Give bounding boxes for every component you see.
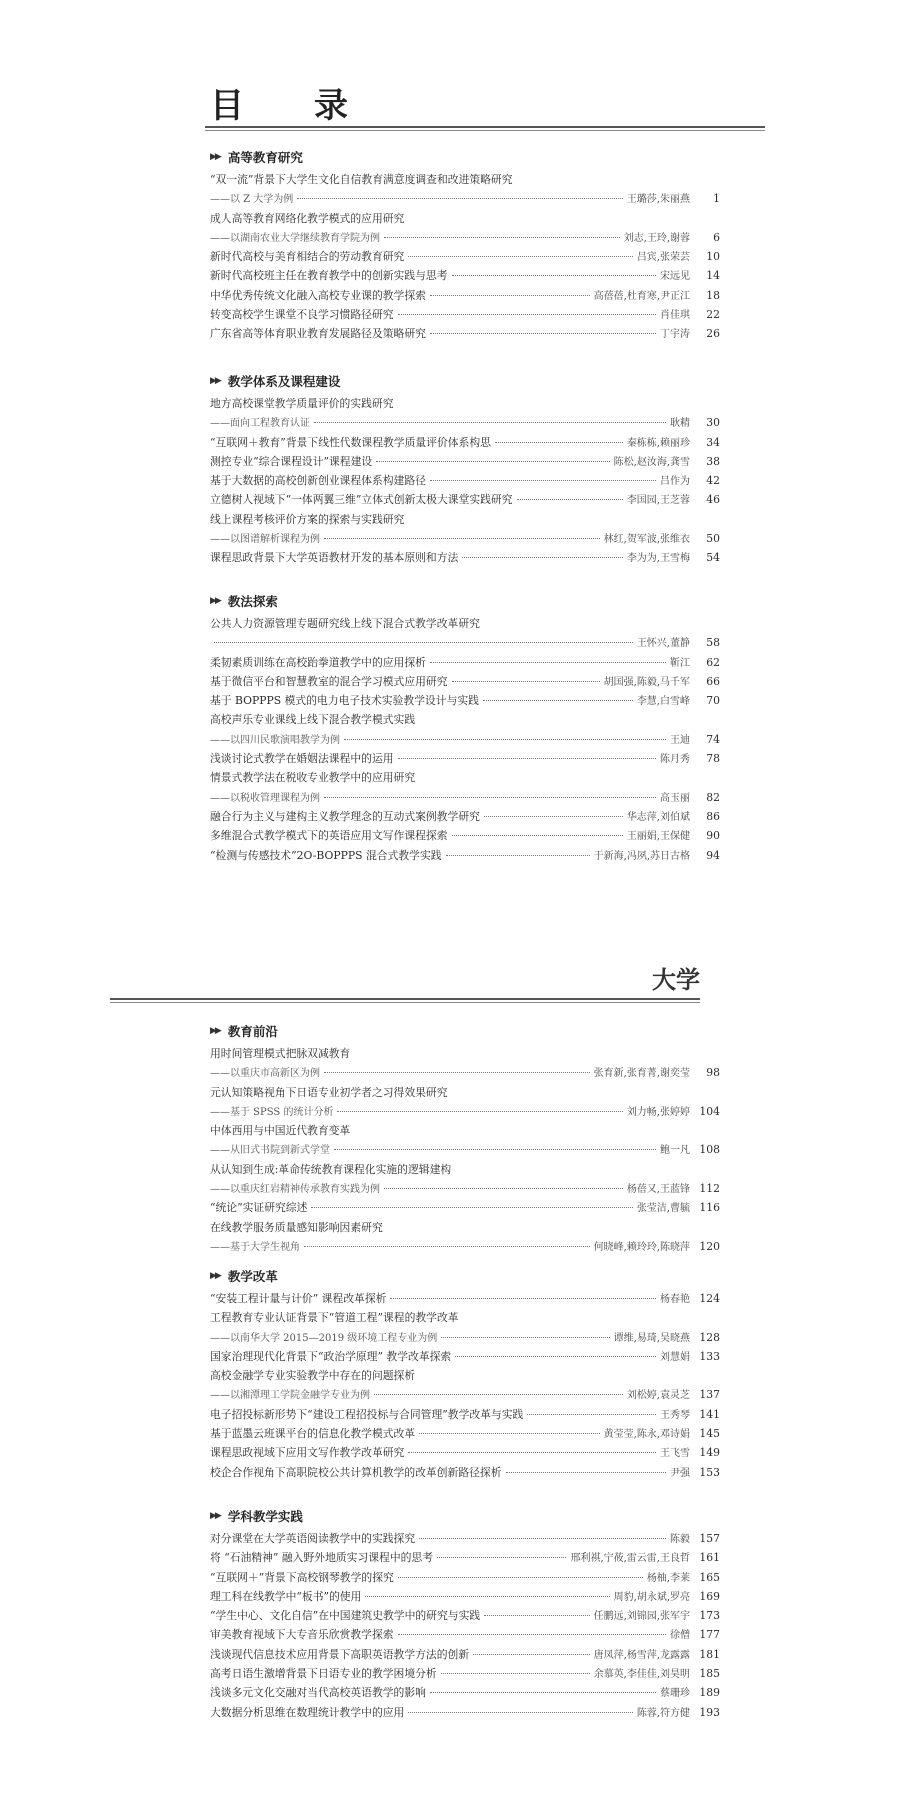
entry-author: 杨柚,李莱 bbox=[646, 1572, 690, 1584]
entry-author: 华志萍,刘伯斌 bbox=[626, 811, 690, 823]
entry-author: 蔡珊珍 bbox=[660, 1688, 690, 1700]
toc-entry[interactable] bbox=[210, 1529, 720, 1548]
leader-dots bbox=[419, 1538, 666, 1539]
leader-dots bbox=[430, 480, 656, 481]
entry-page-number: 50 bbox=[706, 532, 720, 546]
entry-author: 刘松婷,袁灵芝 bbox=[626, 1390, 690, 1402]
entry-title: 在线教学服务质量感知影响因素研究 bbox=[210, 1220, 383, 1234]
entry-title: 基于大数据的高校创新创业课程体系构建路径 bbox=[210, 474, 426, 488]
entry-page-number: 86 bbox=[706, 809, 720, 823]
section-curriculum bbox=[210, 370, 720, 568]
leader-dots bbox=[452, 681, 600, 682]
leader-dots bbox=[473, 1654, 590, 1655]
entry-page-number: 185 bbox=[699, 1667, 720, 1681]
toc-entry[interactable] bbox=[210, 1664, 720, 1683]
entry-page-number: 145 bbox=[699, 1427, 720, 1441]
entry-page-number: 58 bbox=[706, 636, 720, 650]
toc-entry[interactable] bbox=[210, 1179, 720, 1198]
section-heading bbox=[210, 1265, 720, 1287]
entry-author: 耿精 bbox=[670, 418, 690, 430]
leader-dots bbox=[398, 314, 656, 315]
toc-entry[interactable] bbox=[210, 1083, 720, 1102]
entry-author: 王璐莎,朱丽燕 bbox=[626, 194, 690, 206]
title-rule-thin bbox=[205, 130, 765, 131]
entry-page-number: 34 bbox=[706, 435, 720, 449]
section-heading-text: 学科教学实践 bbox=[227, 1509, 303, 1524]
leader-dots bbox=[408, 1712, 632, 1713]
title-rule bbox=[205, 126, 765, 128]
toc-entry[interactable] bbox=[210, 1645, 720, 1664]
toc-entry[interactable] bbox=[210, 1102, 720, 1121]
toc-entry[interactable] bbox=[210, 691, 720, 710]
toc-entry[interactable] bbox=[210, 1606, 720, 1625]
entry-page-number: 90 bbox=[706, 829, 720, 843]
toc-entry[interactable] bbox=[210, 730, 720, 749]
entry-author: 尹强 bbox=[670, 1467, 690, 1479]
leader-dots bbox=[408, 1452, 656, 1453]
leader-dots bbox=[214, 642, 633, 643]
entry-page-number: 22 bbox=[706, 308, 720, 322]
toc-entry[interactable] bbox=[210, 266, 720, 285]
leader-dots bbox=[430, 333, 656, 334]
entry-author: 黄莹莹,陈永,邓诗娟 bbox=[603, 1429, 690, 1441]
entry-title: 柔韧素质训练在高校跆拳道教学中的应用探析 bbox=[210, 655, 426, 669]
entry-page-number: 18 bbox=[706, 288, 720, 302]
toc-entry[interactable] bbox=[210, 1625, 720, 1644]
entry-author: 任鹏远,刘锦园,张军宇 bbox=[593, 1611, 690, 1623]
part-rule bbox=[110, 998, 700, 1000]
entry-title: “学生中心、文化自信”在中国建筑史教学中的研究与实践 bbox=[210, 1609, 481, 1623]
toc-entry[interactable] bbox=[210, 1237, 720, 1256]
entry-author: 谭维,易琦,吴晓燕 bbox=[613, 1332, 690, 1344]
entry-page-number: 94 bbox=[706, 848, 720, 862]
toc-entry[interactable] bbox=[210, 490, 720, 509]
entry-page-number: 173 bbox=[699, 1609, 720, 1623]
entry-title: 浅谈多元文化交融对当代高校英语教学的影响 bbox=[210, 1686, 426, 1700]
entry-title: 高考日语生激增背景下日语专业的教学困境分析 bbox=[210, 1667, 437, 1681]
entry-title: “互联网＋”背景下高校钢琴教学的探究 bbox=[210, 1570, 394, 1584]
leader-dots bbox=[452, 835, 623, 836]
entry-author: 陈月秀 bbox=[660, 754, 690, 766]
leader-dots bbox=[398, 1634, 666, 1635]
entry-subtitle: ——以图谱解析课程为例 bbox=[210, 534, 320, 546]
entry-subtitle: ——以税收管理课程为例 bbox=[210, 792, 320, 804]
entry-title: 情景式教学法在税收专业教学中的应用研究 bbox=[210, 771, 416, 785]
leader-dots bbox=[455, 1356, 656, 1357]
entry-author: 高玉丽 bbox=[660, 792, 690, 804]
leader-dots bbox=[334, 1149, 656, 1150]
entry-title: 新时代高校与美育相结合的劳动教育研究 bbox=[210, 250, 405, 264]
toc-entry[interactable] bbox=[210, 1198, 720, 1217]
toc-entry[interactable] bbox=[210, 1424, 720, 1443]
toc-entry[interactable] bbox=[210, 1443, 720, 1462]
leader-dots bbox=[495, 442, 623, 443]
entry-author: 邢利祺,宁莜,雷云雷,王良哲 bbox=[570, 1553, 690, 1565]
entry-subtitle: ——基于 SPSS 的统计分析 bbox=[210, 1106, 334, 1118]
double-arrow-icon: ▶▶ bbox=[210, 1271, 220, 1281]
leader-dots bbox=[374, 1394, 623, 1395]
leader-dots bbox=[484, 1615, 589, 1616]
entry-subtitle: ——基于大学生视角 bbox=[210, 1241, 300, 1253]
toc-entry[interactable] bbox=[210, 510, 720, 529]
entry-title: 从认知到生成:革命传统教育课程化实施的逻辑建构 bbox=[210, 1162, 452, 1176]
leader-dots bbox=[437, 1557, 566, 1558]
section-heading-text: 高等教育研究 bbox=[227, 150, 303, 165]
entry-page-number: 82 bbox=[706, 790, 720, 804]
entry-title: 线上课程考核评价方案的探索与实践研究 bbox=[210, 512, 405, 526]
toc-entry[interactable] bbox=[210, 788, 720, 807]
entry-page-number: 181 bbox=[699, 1647, 720, 1661]
leader-dots bbox=[484, 816, 623, 817]
toc-entry[interactable] bbox=[210, 1683, 720, 1702]
toc-entry[interactable] bbox=[210, 247, 720, 266]
entry-page-number: 14 bbox=[706, 269, 720, 283]
section-education-frontier bbox=[210, 1020, 720, 1256]
entry-title: 审美教育视域下大专音乐欣赏教学探索 bbox=[210, 1628, 394, 1642]
entry-subtitle: ——从旧式书院到新式学堂 bbox=[210, 1145, 330, 1157]
toc-entry[interactable] bbox=[210, 768, 720, 787]
entry-author: 李国园,王芝蓉 bbox=[626, 495, 690, 507]
toc-entry[interactable] bbox=[210, 305, 720, 324]
entry-author: 何晓峰,赖玲玲,陈晓萍 bbox=[593, 1241, 690, 1253]
leader-dots bbox=[430, 295, 590, 296]
entry-title: “检测与传感技术”2O-BOPPPS 混合式教学实践 bbox=[210, 848, 442, 862]
entry-title: 转变高校学生课堂不良学习惯路径研究 bbox=[210, 308, 394, 322]
entry-author: 林红,贺军波,张维衣 bbox=[603, 534, 690, 546]
entry-page-number: 38 bbox=[706, 454, 720, 468]
toc-entry[interactable] bbox=[210, 433, 720, 452]
leader-dots bbox=[324, 797, 656, 798]
entry-title: 多维混合式教学模式下的英语应用文写作课程探索 bbox=[210, 829, 448, 843]
toc-entry[interactable] bbox=[210, 394, 720, 413]
entry-author: 肖佳琪 bbox=[660, 310, 690, 322]
leader-dots bbox=[517, 499, 623, 500]
entry-title: “双一流”背景下大学生文化自信教育满意度调查和改进策略研究 bbox=[210, 173, 513, 186]
entry-page-number: 157 bbox=[699, 1532, 720, 1545]
entry-subtitle: ——面向工程教育认证 bbox=[210, 418, 310, 430]
entry-page-number: 10 bbox=[706, 250, 720, 264]
entry-author: 陈毅 bbox=[670, 1534, 690, 1545]
entry-page-number: 116 bbox=[699, 1201, 720, 1215]
entry-author: 高蓓蓓,杜育寒,尹正江 bbox=[593, 290, 690, 302]
entry-author: 周豹,胡永斌,罗亮 bbox=[613, 1591, 690, 1603]
section-heading bbox=[210, 1020, 720, 1042]
entry-author: 王飞雪 bbox=[660, 1448, 690, 1460]
entry-author: 丁宇涛 bbox=[660, 329, 690, 341]
section-heading-text: 教学体系及课程建设 bbox=[227, 374, 341, 389]
section-heading-text: 教法探索 bbox=[227, 594, 278, 609]
leader-dots bbox=[527, 1414, 656, 1415]
entry-page-number: 78 bbox=[706, 752, 720, 766]
entry-title: 用时间管理模式把脉双减教育 bbox=[210, 1047, 351, 1060]
leader-dots bbox=[446, 855, 590, 856]
toc-entry[interactable] bbox=[210, 452, 720, 471]
entry-title: “安装工程计量与计价” 课程改革探析 bbox=[210, 1292, 387, 1305]
entry-author: 刘志,王玲,谢蓉 bbox=[623, 232, 690, 244]
toc-entry[interactable] bbox=[210, 1366, 720, 1385]
entry-page-number: 137 bbox=[699, 1388, 720, 1402]
toc-entry[interactable] bbox=[210, 471, 720, 490]
entry-page-number: 169 bbox=[699, 1589, 720, 1603]
toc-entry[interactable] bbox=[210, 1044, 720, 1063]
double-arrow-icon: ▶▶ bbox=[210, 152, 220, 162]
section-heading-text: 教学改革 bbox=[227, 1269, 278, 1284]
leader-dots bbox=[304, 1246, 590, 1247]
toc-entry[interactable] bbox=[210, 324, 720, 343]
entry-page-number: 30 bbox=[706, 416, 720, 430]
toc-entry[interactable] bbox=[210, 614, 720, 633]
entry-title: 基于微信平台和智慧教室的混合学习模式应用研究 bbox=[210, 674, 448, 688]
entry-page-number: 133 bbox=[699, 1349, 720, 1363]
part-rule-thin bbox=[110, 1002, 700, 1003]
double-arrow-icon: ▶▶ bbox=[210, 1026, 220, 1036]
leader-dots bbox=[506, 1472, 666, 1473]
toc-entry[interactable] bbox=[210, 1463, 720, 1482]
toc-entry[interactable] bbox=[210, 413, 720, 432]
entry-author: 吕宾,张荣芸 bbox=[636, 252, 690, 264]
section-heading bbox=[210, 146, 720, 168]
entry-page-number: 165 bbox=[699, 1570, 720, 1584]
toc-entry[interactable] bbox=[210, 826, 720, 845]
entry-title: 地方高校课堂教学质量评价的实践研究 bbox=[210, 397, 394, 410]
entry-author: 王迪 bbox=[670, 734, 690, 746]
entry-page-number: 74 bbox=[706, 732, 720, 746]
leader-dots bbox=[398, 1577, 643, 1578]
entry-author: 余慕英,李佳佳,刘昊明 bbox=[593, 1669, 690, 1681]
double-arrow-icon: ▶▶ bbox=[210, 376, 220, 386]
entry-page-number: 108 bbox=[699, 1143, 720, 1157]
toc-entry[interactable] bbox=[210, 1289, 720, 1308]
section-teaching-methods bbox=[210, 590, 720, 865]
section-heading bbox=[210, 370, 720, 392]
toc-entry[interactable] bbox=[210, 1328, 720, 1347]
entry-page-number: 1 bbox=[713, 192, 720, 206]
leader-dots bbox=[324, 538, 600, 539]
toc-entry[interactable] bbox=[210, 1548, 720, 1567]
toc-entry[interactable] bbox=[210, 1140, 720, 1159]
entry-page-number: 6 bbox=[713, 230, 720, 244]
entry-title: 广东省高等体育职业教育发展路径及策略研究 bbox=[210, 327, 426, 341]
entry-author: 李慧,白雪峰 bbox=[636, 696, 690, 708]
leader-dots bbox=[324, 1072, 590, 1073]
toc-entry[interactable] bbox=[210, 1121, 720, 1140]
entry-title: 高校金融学专业实验教学中存在的问题探析 bbox=[210, 1369, 416, 1383]
toc-entry[interactable] bbox=[210, 1568, 720, 1587]
double-arrow-icon: ▶▶ bbox=[210, 1511, 220, 1521]
entry-page-number: 54 bbox=[706, 551, 720, 565]
entry-title: 工程教育专业认证背景下“管道工程”课程的教学改革 bbox=[210, 1311, 459, 1325]
entry-page-number: 66 bbox=[706, 674, 720, 688]
entry-subtitle: ——以南华大学 2015—2019 级环境工程专业为例 bbox=[210, 1332, 438, 1344]
section-heading bbox=[210, 1505, 720, 1527]
entry-page-number: 98 bbox=[706, 1066, 720, 1080]
entry-author: 陈松,赵汝海,龚雪 bbox=[613, 456, 690, 468]
leader-dots bbox=[408, 256, 632, 257]
section-teaching-reform bbox=[210, 1265, 720, 1482]
entry-author: 徐僧 bbox=[670, 1630, 690, 1642]
entry-page-number: 120 bbox=[699, 1239, 720, 1253]
entry-title: 立德树人视域下“一体两翼三维”立体式创新太极大课堂实践研究 bbox=[210, 493, 513, 507]
toc-entry[interactable] bbox=[210, 1308, 720, 1327]
entry-page-number: 124 bbox=[699, 1292, 720, 1305]
part-subtitle: 大学 bbox=[652, 965, 700, 994]
entry-title: 大数据分析思维在数理统计教学中的应用 bbox=[210, 1705, 405, 1719]
entry-title: 基于 BOPPPS 模式的电力电子技术实验教学设计与实践 bbox=[210, 694, 479, 708]
section-subject-practice bbox=[210, 1505, 720, 1722]
entry-title: 电子招投标新形势下“建设工程招投标与合同管理”教学改革与实践 bbox=[210, 1407, 524, 1421]
leader-dots bbox=[430, 1692, 656, 1693]
toc-entry[interactable] bbox=[210, 653, 720, 672]
entry-subtitle: ——以湘潭理工学院金融学专业为例 bbox=[210, 1390, 370, 1402]
toc-entry[interactable] bbox=[210, 209, 720, 228]
leader-dots bbox=[483, 700, 633, 701]
entry-subtitle: ——以重庆红岩精神传承教育实践为例 bbox=[210, 1184, 380, 1196]
leader-dots bbox=[314, 422, 666, 423]
leader-dots bbox=[344, 739, 666, 740]
toc-entry[interactable] bbox=[210, 286, 720, 305]
entry-title: 课程思政视域下应用文写作教学改革研究 bbox=[210, 1446, 405, 1460]
entry-title: 浅谈讨论式教学在婚姻法课程中的运用 bbox=[210, 752, 394, 766]
entry-title: 新时代高校班主任在教育教学中的创新实践与思考 bbox=[210, 269, 448, 283]
leader-dots bbox=[297, 198, 623, 199]
page-title: 目 录 bbox=[210, 86, 366, 126]
leader-dots bbox=[462, 557, 622, 558]
entry-page-number: 62 bbox=[706, 655, 720, 669]
entry-subtitle: ——以重庆市高新区为例 bbox=[210, 1068, 320, 1080]
entry-title: 浅谈现代信息技术应用背景下高职英语教学方法的创新 bbox=[210, 1647, 470, 1661]
toc-entry[interactable] bbox=[210, 1160, 720, 1179]
entry-page-number: 46 bbox=[706, 493, 720, 507]
leader-dots bbox=[365, 1596, 609, 1597]
toc-entry[interactable] bbox=[210, 633, 720, 652]
leader-dots bbox=[390, 1298, 656, 1299]
toc-entry[interactable] bbox=[210, 1385, 720, 1404]
entry-author: 吕作为 bbox=[660, 476, 690, 488]
entry-title: 国家治理现代化背景下“政治学原理” 教学改革探索 bbox=[210, 1349, 452, 1363]
toc-entry[interactable] bbox=[210, 1405, 720, 1424]
entry-author: 张育新,张育菁,谢奕莹 bbox=[593, 1068, 690, 1080]
leader-dots bbox=[311, 1207, 632, 1208]
entry-title: 元认知策略视角下日语专业初学者之习得效果研究 bbox=[210, 1085, 448, 1099]
entry-page-number: 70 bbox=[706, 694, 720, 708]
entry-subtitle: ——以 Z 大学为例 bbox=[210, 194, 294, 206]
entry-page-number: 149 bbox=[699, 1446, 720, 1460]
entry-author: 王怀兴,董静 bbox=[636, 638, 690, 650]
toc-entry[interactable] bbox=[210, 1063, 720, 1082]
entry-author: 李为为,王雪梅 bbox=[626, 553, 690, 565]
entry-title: 成人高等教育网络化教学模式的应用研究 bbox=[210, 211, 405, 225]
toc-entry[interactable] bbox=[210, 1703, 720, 1722]
toc-entry[interactable] bbox=[210, 170, 720, 189]
entry-author: 王丽娟,王保健 bbox=[626, 831, 690, 843]
leader-dots bbox=[430, 662, 666, 663]
toc-entry[interactable] bbox=[210, 1347, 720, 1366]
toc-entry[interactable] bbox=[210, 529, 720, 548]
leader-dots bbox=[441, 1337, 609, 1338]
section-heading bbox=[210, 590, 720, 612]
leader-dots bbox=[419, 1433, 600, 1434]
entry-subtitle: ——以湖南农业大学继续教育学院为例 bbox=[210, 232, 380, 244]
entry-title: 中华优秀传统文化融入高校专业课的教学探索 bbox=[210, 288, 426, 302]
entry-page-number: 104 bbox=[699, 1104, 720, 1118]
leader-dots bbox=[384, 237, 620, 238]
entry-title: 公共人力资源管理专题研究线上线下混合式教学改革研究 bbox=[210, 617, 480, 630]
entry-page-number: 42 bbox=[706, 474, 720, 488]
entry-page-number: 161 bbox=[699, 1551, 720, 1565]
toc-entry[interactable] bbox=[210, 807, 720, 826]
entry-author: 唐凤萍,杨雪萍,龙露露 bbox=[593, 1649, 690, 1661]
toc-entry[interactable] bbox=[210, 749, 720, 768]
entry-title: 中体西用与中国近代教育变革 bbox=[210, 1124, 351, 1138]
leader-dots bbox=[384, 1188, 623, 1189]
entry-page-number: 177 bbox=[699, 1628, 720, 1642]
entry-title: 基于蓝墨云班课平台的信息化教学模式改革 bbox=[210, 1427, 416, 1441]
entry-title: 融合行为主义与建构主义教学理念的互动式案例教学研究 bbox=[210, 809, 480, 823]
entry-author: 王秀琴 bbox=[660, 1409, 690, 1421]
entry-title: 校企合作视角下高职院校公共计算机教学的改革创新路径探析 bbox=[210, 1465, 502, 1479]
entry-author: 陈蓉,符方健 bbox=[636, 1707, 690, 1719]
entry-page-number: 153 bbox=[699, 1465, 720, 1479]
entry-title: “统论”实证研究综述 bbox=[210, 1201, 308, 1215]
entry-title: 高校声乐专业课线上线下混合教学模式实践 bbox=[210, 713, 416, 727]
entry-subtitle: ——以四川民歌演唱教学为例 bbox=[210, 734, 340, 746]
leader-dots bbox=[441, 1673, 590, 1674]
entry-author: 张莹洁,曹毓 bbox=[636, 1203, 690, 1215]
leader-dots bbox=[337, 1111, 622, 1112]
entry-title: 将 “石油精神” 融入野外地质实习课程中的思考 bbox=[210, 1551, 434, 1565]
entry-title: 对分课堂在大学英语阅读教学中的实践探究 bbox=[210, 1532, 416, 1545]
entry-page-number: 128 bbox=[699, 1330, 720, 1344]
section-higher-education bbox=[210, 146, 720, 344]
entry-author: 刘力畅,张婷婷 bbox=[626, 1106, 690, 1118]
entry-page-number: 193 bbox=[699, 1705, 720, 1719]
leader-dots bbox=[376, 461, 609, 462]
entry-page-number: 189 bbox=[699, 1686, 720, 1700]
entry-page-number: 141 bbox=[699, 1407, 720, 1421]
leader-dots bbox=[452, 275, 656, 276]
entry-page-number: 112 bbox=[699, 1182, 720, 1196]
entry-author: 宋远见 bbox=[660, 271, 690, 283]
entry-title: 测控专业“综合课程设计”课程建设 bbox=[210, 454, 373, 468]
section-heading-text: 教育前沿 bbox=[227, 1024, 278, 1039]
toc-entry[interactable] bbox=[210, 189, 720, 208]
toc-entry[interactable] bbox=[210, 672, 720, 691]
toc-entry[interactable] bbox=[210, 1218, 720, 1237]
double-arrow-icon: ▶▶ bbox=[210, 596, 220, 606]
entry-author: 胡国强,陈毅,马千军 bbox=[603, 676, 690, 688]
entry-page-number: 26 bbox=[706, 327, 720, 341]
toc-entry[interactable] bbox=[210, 228, 720, 247]
entry-title: 课程思政背景下大学英语教材开发的基本原则和方法 bbox=[210, 551, 459, 565]
toc-entry[interactable] bbox=[210, 846, 720, 865]
entry-title: 理工科在线教学中“板书”的使用 bbox=[210, 1589, 362, 1603]
leader-dots bbox=[398, 758, 656, 759]
toc-entry[interactable] bbox=[210, 710, 720, 729]
toc-entry[interactable] bbox=[210, 1587, 720, 1606]
toc-entry[interactable] bbox=[210, 548, 720, 567]
entry-author: 鲍一凡 bbox=[660, 1145, 690, 1157]
entry-title: “互联网＋教育”背景下线性代数课程教学质量评价体系构思 bbox=[210, 435, 491, 449]
entry-author: 于新海,冯夙,苏日古格 bbox=[593, 850, 690, 862]
entry-author: 靳江 bbox=[670, 657, 690, 669]
entry-author: 秦栋栋,赖丽珍 bbox=[626, 437, 690, 449]
entry-author: 杨蓓又,王蓝锋 bbox=[626, 1184, 690, 1196]
entry-author: 刘慧娟 bbox=[660, 1351, 690, 1363]
entry-author: 杨春艳 bbox=[660, 1294, 690, 1305]
